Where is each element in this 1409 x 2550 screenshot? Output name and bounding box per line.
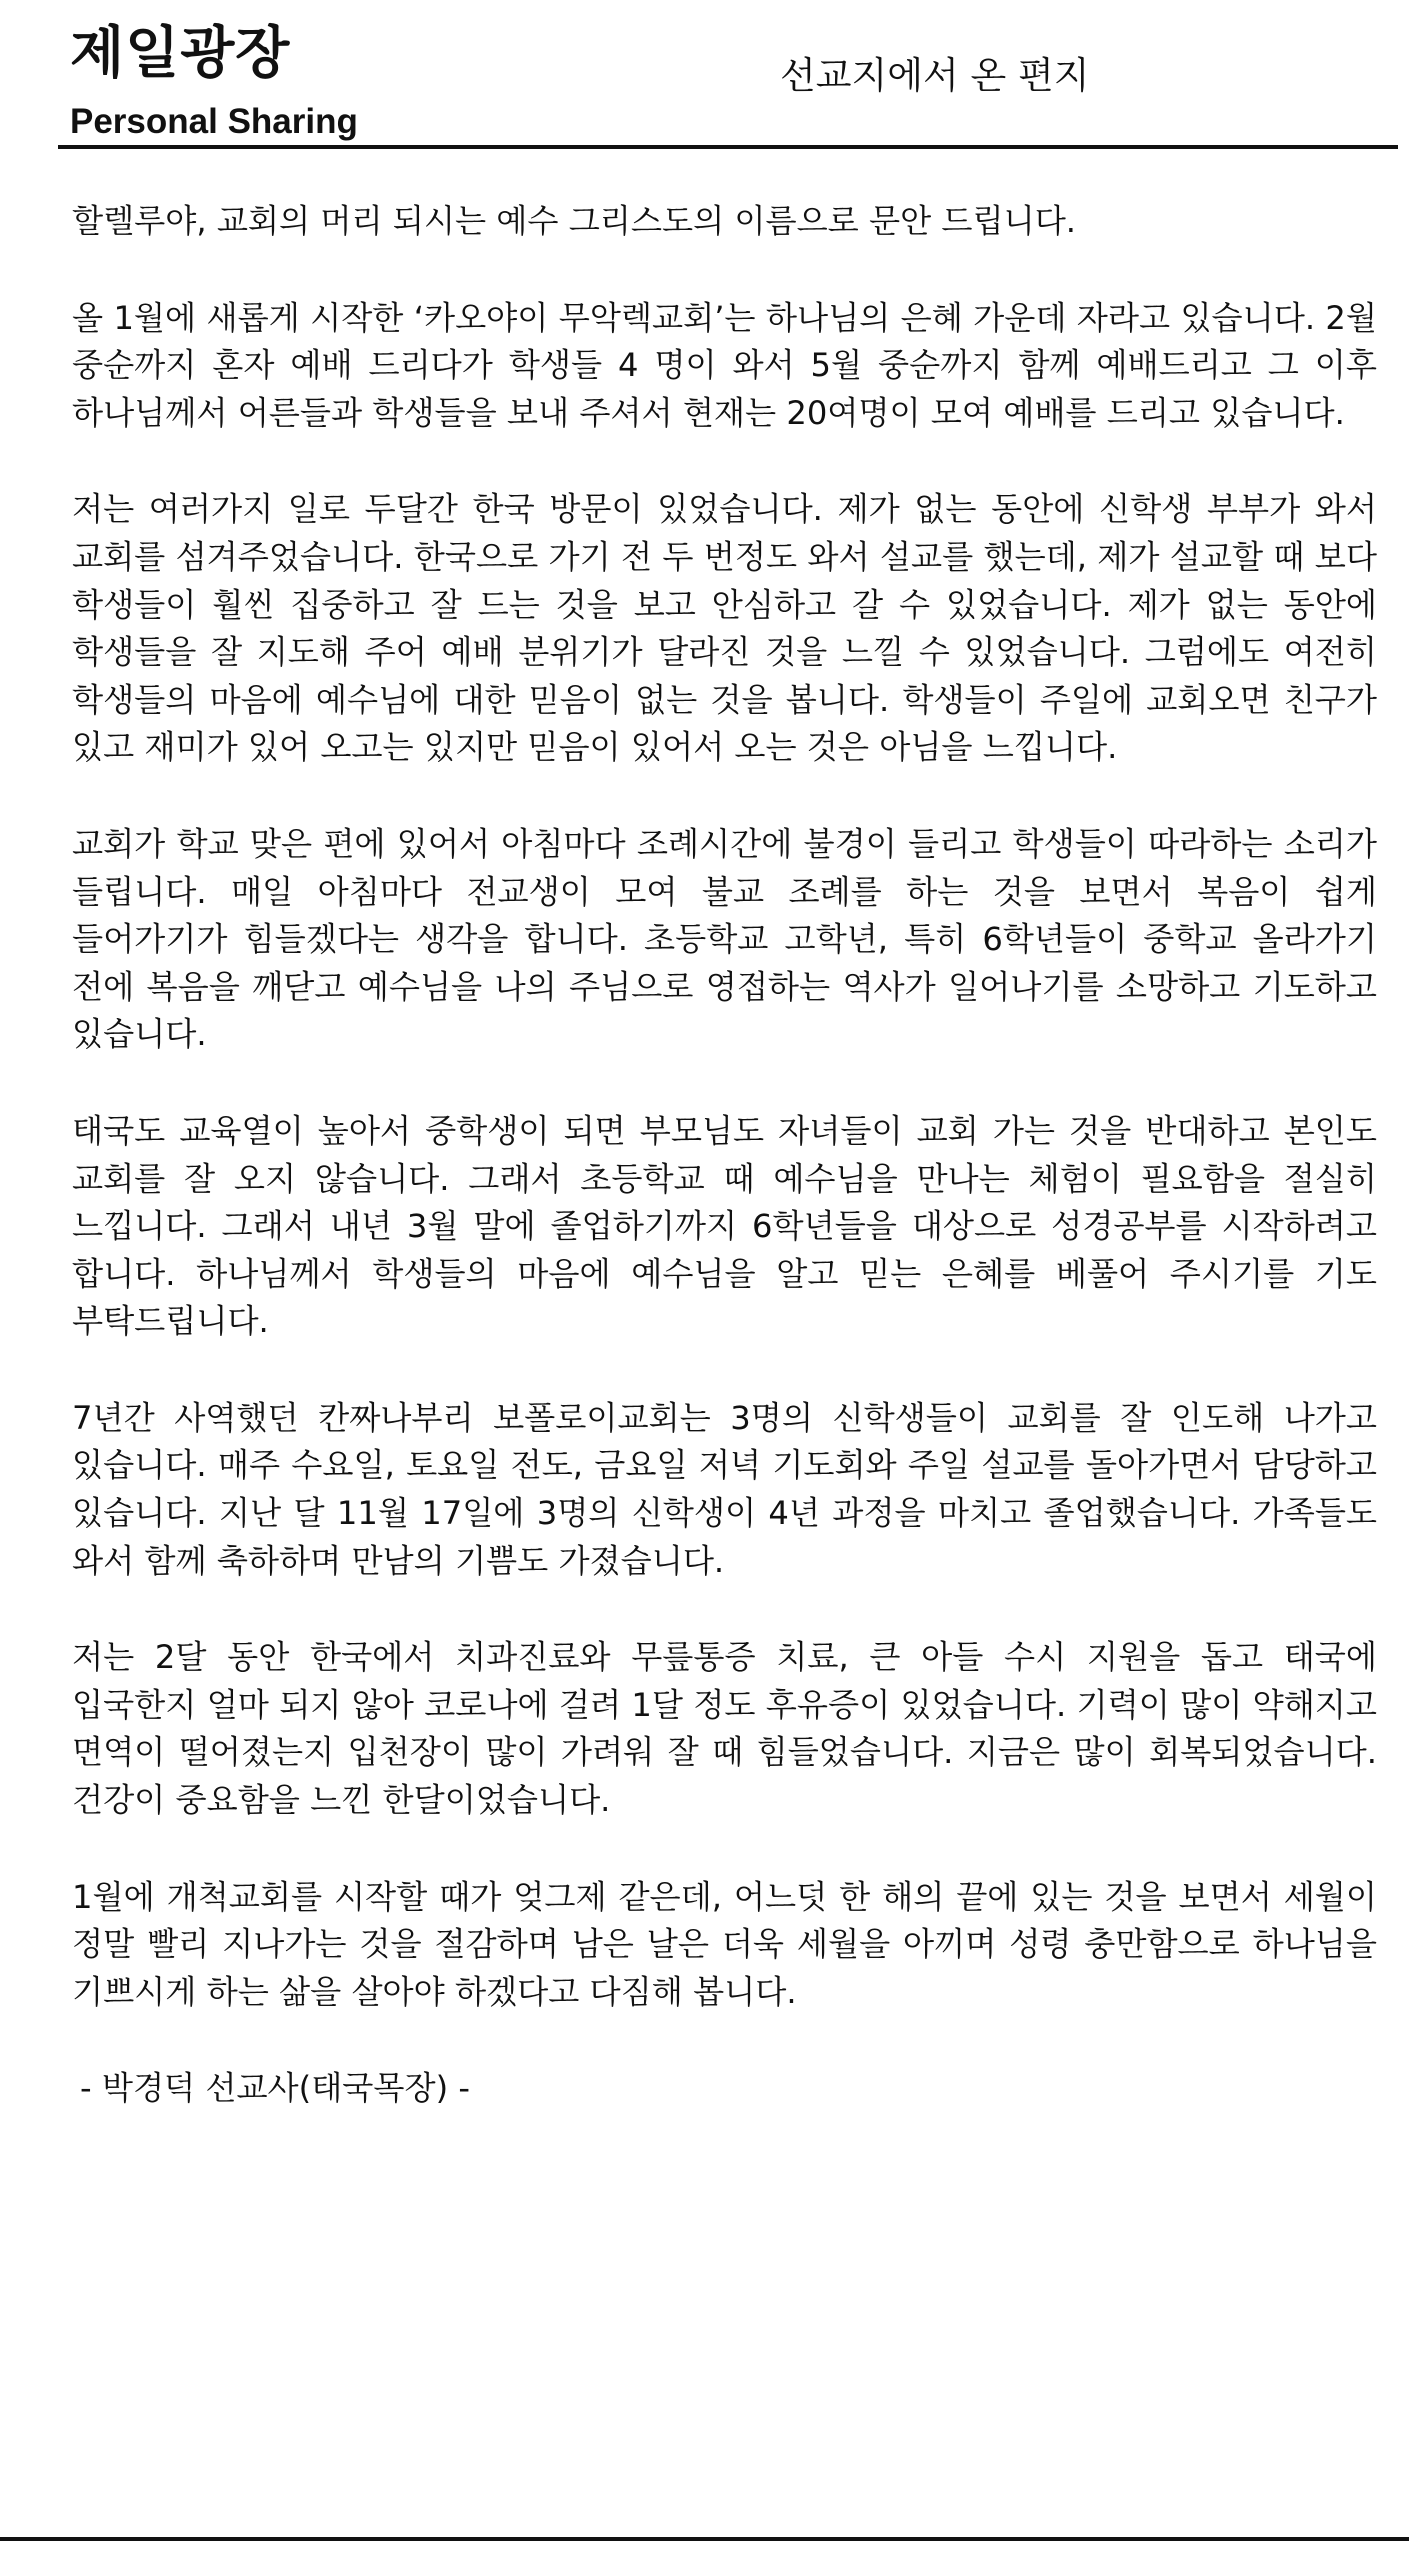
letter-paragraph-closing: 1월에 개척교회를 시작할 때가 엊그제 같은데, 어느덧 한 해의 끝에 있는 것을 보면서 세월이 정말 빨리 지나가는 것을 절감하며 남은 날은 더욱 세월을 아끼며 성령 충만함으로 하나님을 기쁘시게 하는 삶을 살아야 하겠다고 다짐해 봅니다.	[72, 1877, 1377, 2011]
letter-paragraph-previous-church: 7년간 사역했던 칸짜나부리 보폴로이교회는 3명의 신학생들이 교회를 잘 인도해 나가고 있습니다. 매주 수요일, 토요일 전도, 금요일 저녁 기도회와 주일 설교를 돌아가면서 담당하고 있습니다. 지난 달 11월 17일에 3명의 신학생이 4년 과정을 마치고 졸업했습니다. 가족들도 와서 함께 축하하며 만남의 기쁨도 가졌습니다.	[72, 1398, 1378, 1580]
footer-divider	[0, 2537, 1409, 2541]
section-title: 선교지에서 온 편지	[780, 54, 1090, 97]
letter-paragraph-education: 태국도 교육열이 높아서 중학생이 되면 부모님도 자녀들이 교회 가는 것을 반대하고 본인도 교회를 잘 오지 않습니다. 그래서 초등학교 때 예수님을 만나는 체험이 필요함을 절실히 느낍니다. 그래서 내년 3월 말에 졸업하기까지 6학년들을 대상으로 성경공부를 시작하려고 합니다. 하나님께서 학생들의 마음에 예수님을 알고 믿는 은혜를 베풀어 주시기를 기도 부탁드립니다.	[72, 1111, 1377, 1341]
header-divider	[58, 145, 1398, 149]
letter-paragraph-korea-visit: 저는 여러가지 일로 두달간 한국 방문이 있었습니다. 제가 없는 동안에 신학생 부부가 와서 교회를 섬겨주었습니다. 한국으로 가기 전 두 번정도 와서 설교를 했는데, 제가 설교할 때 보다 학생들이 훨씬 집중하고 잘 드는 것을 보고 안심하고 갈 수 있었습니다. 제가 없는 동안에 학생들을 잘 지도해 주어 예배 분위기가 달라진 것을 느낄 수 있었습니다. 그럼에도 여전히 학생들의 마음에 예수님에 대한 믿음이 없는 것을 봅니다. 학생들이 주일에 교회오면 친구가 있고 재미가 있어 오고는 있지만 믿음이 있어서 오는 것은 아님을 느낍니다.	[72, 490, 1377, 767]
page-header	[0, 0, 1409, 150]
letter-body	[72, 198, 1377, 2113]
letter-paragraph-church-growth: 올 1월에 새롭게 시작한 ‘카오야이 무악렉교회’는 하나님의 은혜 가운데 자라고 있습니다. 2월 중순까지 혼자 예배 드리다가 학생들 4 명이 와서 5월 중순까지 함께 예배드리고 그 이후 하나님께서 어른들과 학생들을 보내 주셔서 현재는 20여명이 모여 예배를 드리고 있습니다.	[72, 298, 1377, 432]
letter-paragraph-greeting: 할렐루야, 교회의 머리 되시는 예수 그리스도의 이름으로 문안 드립니다.	[72, 202, 1077, 240]
letter-paragraph-school: 교회가 학교 맞은 편에 있어서 아침마다 조례시간에 불경이 들리고 학생들이 따라하는 소리가 들립니다. 매일 아침마다 전교생이 모여 불교 조례를 하는 것을 보면서 복음이 쉽게 들어가기가 힘들겠다는 생각을 합니다. 초등학교 고학년, 특히 6학년들이 중학교 올라가기 전에 복음을 깨닫고 예수님을 나의 주님으로 영접하는 역사가 일어나기를 소망하고 기도하고 있습니다.	[72, 824, 1377, 1054]
letter-signature: - 박경덕 선교사(태국목장) -	[80, 2069, 470, 2108]
masthead-subtitle: Personal Sharing	[70, 102, 358, 141]
letter-paragraph-health: 저는 2달 동안 한국에서 치과진료와 무릎통증 치료, 큰 아들 수시 지원을 돕고 태국에 입국한지 얼마 되지 않아 코로나에 걸려 1달 정도 후유증이 있었습니다. 기력이 많이 약해지고 면역이 떨어졌는지 입천장이 많이 가려워 잘 때 힘들었습니다. 지금은 많이 회복되었습니다. 건강이 중요함을 느낀 한달이었습니다.	[72, 1638, 1377, 1820]
masthead-title: 제일광장	[70, 21, 291, 86]
